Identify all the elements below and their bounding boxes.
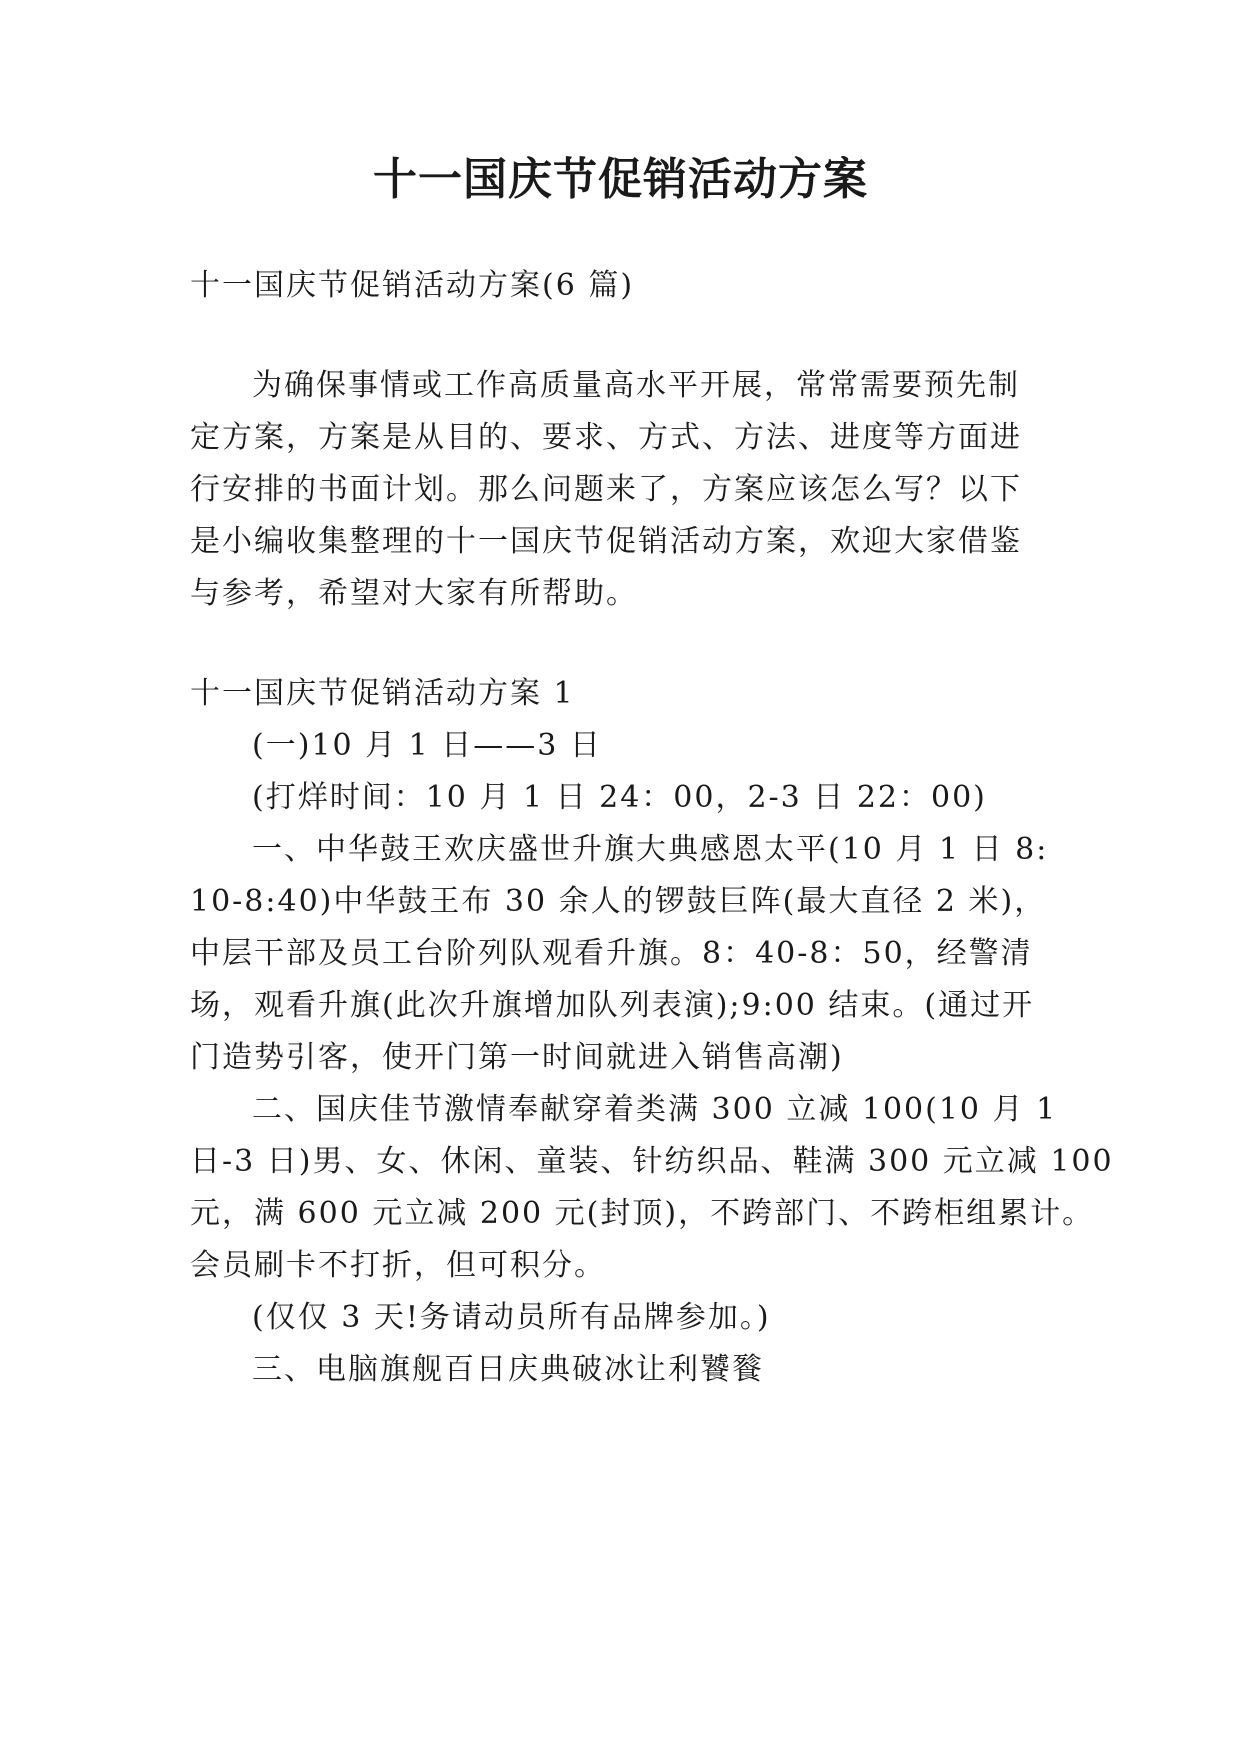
body-line-5: 中层干部及员工台阶列队观看升旗。8：40-8：50，经警清: [190, 936, 1033, 971]
document-title: 十一国庆节促销活动方案: [373, 154, 868, 205]
intro-line-3: 行安排的书面计划。那么问题来了，方案应该怎么写？以下: [190, 472, 1022, 507]
body-line-8: 二、国庆佳节激情奉献穿着类满 300 立减 100(10 月 1: [252, 1092, 1058, 1127]
body-line-10: 元，满 600 元立减 200 元(封顶)，不跨部门、不跨柜组累计。: [190, 1196, 1095, 1231]
body-line-11: 会员刷卡不打折，但可积分。: [190, 1248, 606, 1283]
intro-line-2: 定方案，方案是从目的、要求、方式、方法、进度等方面进: [190, 420, 1022, 455]
intro-line-1: 为确保事情或工作高质量高水平开展，常常需要预先制: [252, 368, 1020, 403]
body-line-6: 场，观看升旗(此次升旗增加队列表演);9:00 结束。(通过开: [190, 988, 1035, 1023]
body-line-3: 一、中华鼓王欢庆盛世升旗大典感恩太平(10 月 1 日 8:: [252, 832, 1049, 867]
intro-line-4: 是小编收集整理的十一国庆节促销活动方案，欢迎大家借鉴: [190, 524, 1022, 559]
body-line-12: (仅仅 3 天!务请动员所有品牌参加。): [252, 1300, 771, 1335]
section-heading: 十一国庆节促销活动方案 1: [190, 676, 575, 711]
intro-line-5: 与参考，希望对大家有所帮助。: [190, 576, 638, 611]
body-line-13: 三、电脑旗舰百日庆典破冰让利饕餮: [252, 1352, 764, 1387]
body-line-2: (打烊时间：10 月 1 日 24：00，2-3 日 22：00): [252, 780, 987, 815]
body-line-7: 门造势引客，使开门第一时间就进入销售高潮): [190, 1040, 844, 1075]
body-line-9: 日-3 日)男、女、休闲、童装、针纺织品、鞋满 300 元立减 100: [190, 1144, 1114, 1179]
body-line-4: 10-8:40)中华鼓王布 30 余人的锣鼓巨阵(最大直径 2 米)，: [190, 884, 1047, 919]
document-subtitle: 十一国庆节促销活动方案(6 篇): [190, 268, 635, 303]
body-line-1: (一)10 月 1 日——3 日: [252, 728, 602, 763]
